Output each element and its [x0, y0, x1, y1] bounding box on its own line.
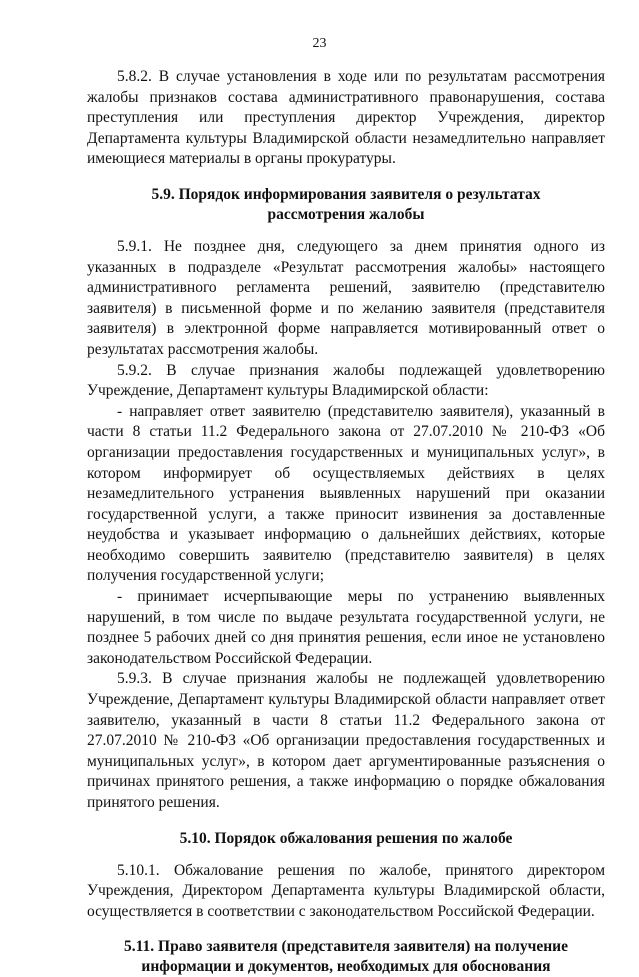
section-heading-5-10-line1: 5.10. Порядок обжалования решения по жалобе	[179, 829, 513, 847]
document-body	[87, 67, 605, 977]
list-item-5-9-2-2: - принимает исчерпывающие меры по устранению выявленных нарушений, в том числе по выдаче результата государственной услуги, не позднее 5 рабочих дней со дня принятия решения, если иное не установлено законодательством Российской Федерации.	[87, 588, 605, 667]
paragraph-5-9-2: 5.9.2. В случае признания жалобы подлежащей удовлетворению Учреждение, Департамент культуры Владимирской области:	[87, 361, 605, 400]
paragraph-5-8-2: 5.8.2. В случае установления в ходе или по результатам рассмотрения жалобы признаков состава административного правонарушения, состава преступления или преступления директор Учреждения, директор Департамента культуры Владимирской области незамедлительно направляет имеющиеся материалы в органы прокуратуры.	[87, 68, 605, 168]
section-heading-5-9	[87, 185, 605, 225]
paragraph-5-9-1: 5.9.1. Не позднее дня, следующего за днем принятия одного из указанных в подразделе «Результат рассмотрения жалобы» настоящего административного регламента решений, заявителю (представителю заявителя) в письменной форме и по желанию заявителя (представителя заявителя) в электронной форме направляется мотивированный ответ о результатах рассмотрения жалобы.	[87, 237, 605, 358]
list-item-5-9-2-1: - направляет ответ заявителю (представителю заявителя), указанный в части 8 статьи 11.2 Федерального закона от 27.07.2010 № 210-ФЗ «Об организации предоставления государственных и муниципальных услуг», в котором информирует об осуществляемых действиях в целях незамедлительного устранения выявленных нарушений при оказании государственной услуги, а также приносит извинения за доставленные неудобства и указывает информацию о дальнейших действиях, которые необходимо совершить заявителю (представителю заявителя) в целях получения государственной услуги;	[87, 402, 605, 585]
section-heading-5-11-line2: информации и документов, необходимых для обоснования	[141, 958, 551, 976]
section-heading-5-10	[87, 829, 605, 849]
section-heading-5-9-line2: рассмотрения жалобы	[267, 205, 425, 223]
paragraph-5-10-1: 5.10.1. Обжалование решения по жалобе, принятого директором Учреждения, Директором Департамента культуры Владимирской области, осуществляется в соответствии с законодательством Российской Федерации.	[87, 861, 605, 920]
section-heading-5-11	[87, 937, 605, 977]
paragraph-5-9-3: 5.9.3. В случае признания жалобы не подлежащей удовлетворению Учреждение, Департамент культуры Владимирской области направляет ответ заявителю, указанный в части 8 статьи 11.2 Федерального закона от 27.07.2010 № 210-ФЗ «Об организации предоставления государственных и муниципальных услуг», в котором дает аргументированные разъяснения о причинах принятого решения, а также информацию о порядке обжалования принятого решения.	[87, 670, 605, 811]
section-heading-5-9-line1: 5.9. Порядок информирования заявителя о результатах	[151, 185, 541, 203]
page-number: 23	[312, 36, 327, 51]
section-heading-5-11-line1: 5.11. Право заявителя (представителя заявителя) на получение	[124, 938, 568, 956]
